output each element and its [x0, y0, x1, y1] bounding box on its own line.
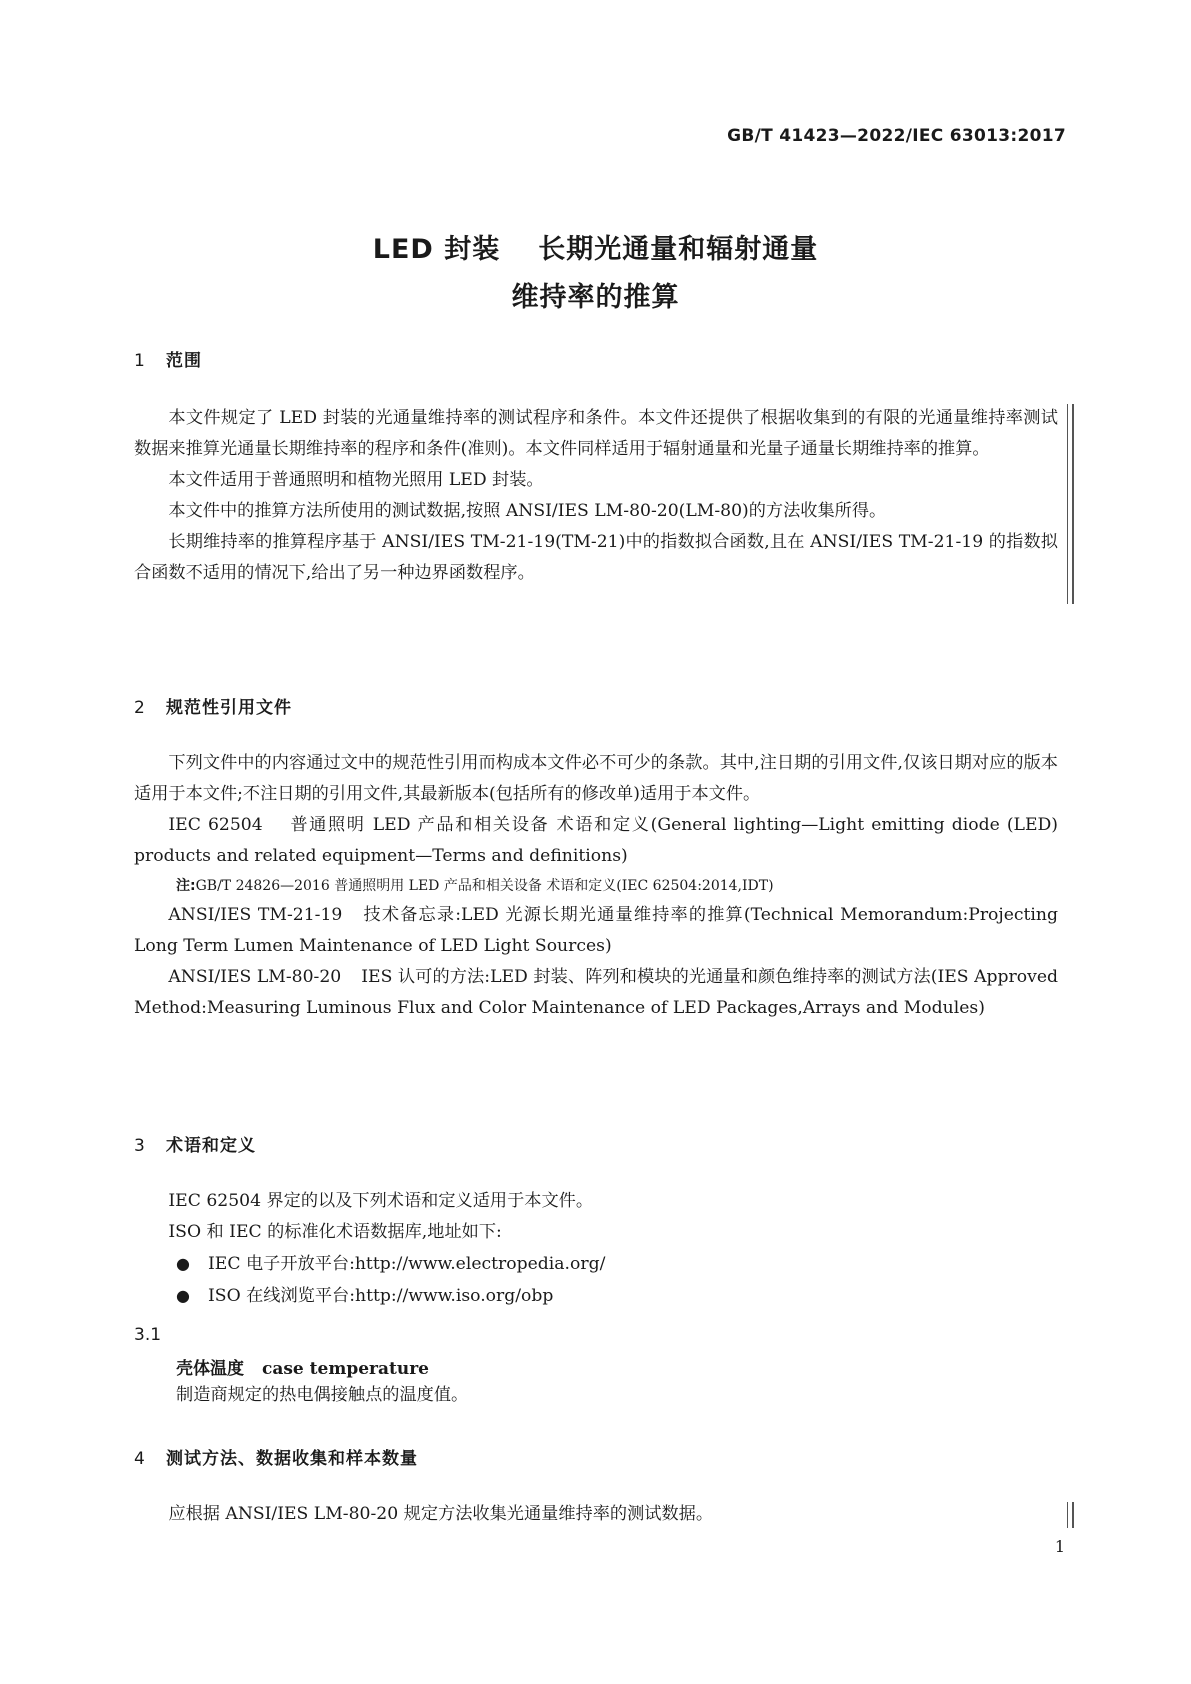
section-3-heading: 3 术语和定义: [134, 1136, 256, 1156]
bullet-icon: ●: [176, 1286, 190, 1305]
paragraph: 本文件规定了 LED 封装的光通量维持率的测试程序和条件。本文件还提供了根据收集到的有限的光通量维持率测试数据来推算光通量长期维持率的程序和条件(准则)。本文件同样适用于辐射通量和光量子通量长期维持率的推算。: [134, 408, 1058, 459]
reference-item: ANSI/IES LM-80-20 IES 认可的方法:LED 封装、阵列和模块的光通量和颜色维持率的测试方法(IES Approved Method:Measuring Luminous Flux and Color Maintenance of LED Packages,Arrays and Modules): [134, 967, 1058, 1018]
page-number: 1: [1054, 1537, 1065, 1556]
reference-note: 注:GB/T 24826—2016 普通照明用 LED 产品和相关设备 术语和定义(IEC 62504:2014,IDT): [176, 878, 774, 894]
bullet-item: ● ISO 在线浏览平台:http://www.iso.org/obp: [134, 1280, 1058, 1312]
change-bar: [1072, 1502, 1074, 1528]
section-1-body: [134, 403, 1058, 589]
title-line-2: 维持率的推算: [511, 282, 680, 313]
bullet-item: ● IEC 电子开放平台:http://www.electropedia.org/: [134, 1248, 1058, 1280]
section-3-body: [134, 1186, 1058, 1312]
reference-item: ANSI/IES TM-21-19 技术备忘录:LED 光源长期光通量维持率的推算(Technical Memorandum:Projecting Long Term Lumen Maintenance of LED Light Sources): [134, 905, 1058, 956]
section-4-heading: 4 测试方法、数据收集和样本数量: [134, 1449, 418, 1469]
section-1-heading: 1 范围: [134, 351, 202, 371]
title-line-1: LED 封装 长期光通量和辐射通量: [372, 234, 819, 265]
term-definition: 制造商规定的热电偶接触点的温度值。: [176, 1385, 469, 1405]
paragraph: 长期维持率的推算程序基于 ANSI/IES TM-21-19(TM-21)中的指数拟合函数,且在 ANSI/IES TM-21-19 的指数拟合函数不适用的情况下,给出了另一种边界函数程序。: [134, 532, 1058, 583]
term-definition-block: [176, 1380, 1058, 1411]
paragraph: IEC 62504 界定的以及下列术语和定义适用于本文件。: [168, 1191, 594, 1211]
term-heading: 壳体温度 case temperature: [176, 1359, 429, 1379]
section-4-body: [134, 1499, 1058, 1530]
section-2-heading: 2 规范性引用文件: [134, 698, 292, 718]
term-number: 3.1: [134, 1325, 162, 1345]
change-bar: [1067, 404, 1068, 604]
paragraph: 应根据 ANSI/IES LM-80-20 规定方法收集光通量维持率的测试数据。: [168, 1504, 714, 1524]
reference-item: IEC 62504 普通照明 LED 产品和相关设备 术语和定义(General lighting—Light emitting diode (LED) products and related equipment—Terms and definitions): [134, 815, 1058, 866]
change-bar: [1072, 404, 1074, 604]
paragraph: ISO 和 IEC 的标准化术语数据库,地址如下:: [168, 1222, 502, 1242]
paragraph: 本文件适用于普通照明和植物光照用 LED 封装。: [168, 470, 544, 490]
paragraph: 本文件中的推算方法所使用的测试数据,按照 ANSI/IES LM-80-20(LM-80)的方法收集所得。: [168, 501, 887, 521]
standard-code: GB/T 41423—2022/IEC 63013:2017: [727, 126, 1066, 146]
document-title: [0, 226, 1191, 322]
section-2-body: [134, 748, 1058, 1024]
change-bar: [1067, 1502, 1068, 1528]
paragraph: 下列文件中的内容通过文中的规范性引用而构成本文件必不可少的条款。其中,注日期的引用文件,仅该日期对应的版本适用于本文件;不注日期的引用文件,其最新版本(包括所有的修改单)适用于本文件。: [134, 753, 1058, 804]
bullet-icon: ●: [176, 1254, 190, 1273]
